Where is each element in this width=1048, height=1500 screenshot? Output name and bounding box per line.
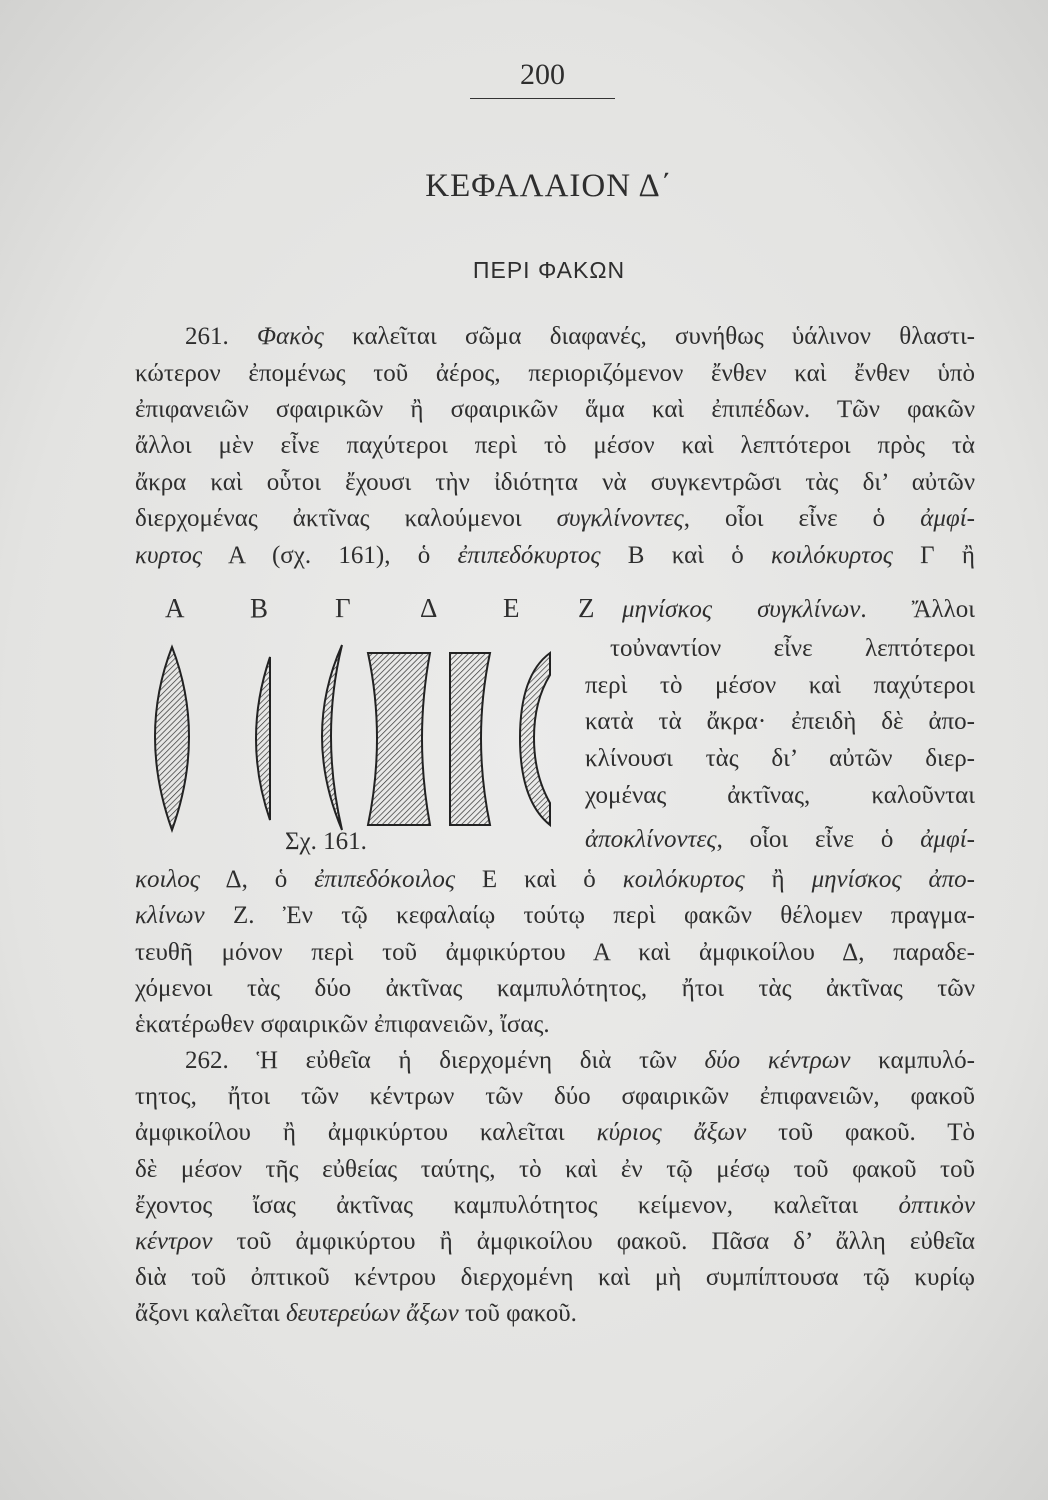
italic-term: κοιλος — [135, 866, 200, 893]
text-line — [135, 1227, 975, 1257]
text-segment: τοῦ ἀμφικύρτου ἢ ἀμφικοίλου φακοῦ. Πᾶσα δ’ ἄλλη εὐθεῖα — [212, 1228, 975, 1255]
text-line — [135, 901, 975, 931]
section-title: ΠΕΡΙ ΦΑΚΩΝ — [472, 257, 626, 283]
figure-caption: Σχ. 161. — [285, 828, 367, 855]
text-segment: καμπυλό- — [850, 1047, 976, 1074]
text-segment: , οἷοι εἶνε ὁ — [683, 505, 921, 532]
text-line — [135, 1191, 975, 1221]
italic-term: δευτερεύων ἄξων — [286, 1300, 459, 1327]
italic-term: ἀμφί- — [920, 505, 975, 532]
text-segment: κατὰ τὰ ἄκρα· ἐπειδὴ δὲ ἀπο- — [585, 708, 975, 735]
concavoconvex-lens-c — [322, 645, 342, 830]
text-line — [135, 974, 975, 1004]
text-segment: ἀμφικοίλου ἢ ἀμφικύρτου καλεῖται — [135, 1119, 597, 1146]
text-line — [585, 671, 975, 701]
text-line — [135, 504, 975, 534]
text-segment: χόμενοι τὰς δύο ἀκτῖνας καμπυλότητος, ἤτοι τὰς ἀκτῖνας τῶν — [135, 975, 975, 1002]
italic-term: κλίνων — [135, 902, 205, 929]
text-line — [135, 468, 975, 498]
text-segment: τοῦ φακοῦ. — [458, 1300, 577, 1327]
italic-term: κοιλόκυρτος — [622, 866, 745, 893]
figure-label-a: Α — [165, 593, 185, 623]
text-segment: χομένας ἀκτῖνας, καλοῦνται — [585, 782, 975, 809]
text-line — [610, 634, 975, 664]
text-line — [135, 938, 975, 968]
text-line — [135, 1155, 975, 1185]
text-segment: ἐπιφανειῶν σφαιρικῶν ἢ σφαιρικῶν ἅμα καὶ ἐπιπέδων. Τῶν φακῶν — [135, 396, 975, 423]
figure-label-b: Β — [250, 593, 269, 623]
text-segment: 262. Ἡ εὐθεῖα ἡ διερχομένη διὰ τῶν — [185, 1047, 705, 1074]
text-segment: ἄξονι καλεῖται — [135, 1300, 287, 1327]
meniscus-diverging-lens-f — [520, 653, 550, 825]
text-segment: περὶ τὸ μέσον καὶ παχύτεροι — [585, 672, 975, 699]
italic-term: συγκλίνοντες — [556, 505, 684, 532]
italic-term: ἀποκλίνοντες — [585, 826, 717, 853]
text-segment: ἄκρα καὶ οὗτοι ἔχουσι τὴν ἰδιότητα νὰ συγκεντρῶσι τὰς δι’ αὐτῶν — [135, 469, 975, 496]
italic-term: κέντρον — [135, 1228, 213, 1255]
text-segment: Ζ. Ἐν τῷ κεφαλαίῳ τούτῳ περὶ φακῶν θέλομεν πραγμα- — [204, 902, 975, 929]
text-segment: . Ἄλλοι — [860, 596, 975, 623]
italic-term: μηνίσκος ἀπο- — [811, 866, 975, 893]
italic-term: μηνίσκος συγκλίνων — [622, 596, 861, 623]
text-line — [135, 431, 975, 461]
text-segment: τοὐναντίον εἶνε λεπτότεροι — [610, 635, 975, 662]
italic-term: ὀπτικὸν — [898, 1192, 975, 1219]
figure-label-f: Ζ — [578, 593, 595, 623]
text-line — [135, 541, 975, 571]
italic-term: κύριος ἄξων — [596, 1119, 747, 1146]
text-segment: τητος, ἤτοι τῶν κέντρων τῶν δύο σφαιρικῶν ἐπιφανειῶν, φακοῦ — [135, 1083, 975, 1110]
text-segment: δὲ μέσον τῆς εὐθείας ταύτης, τὸ καὶ ἐν τῷ μέσῳ τοῦ φακοῦ τοῦ — [135, 1156, 975, 1183]
italic-term: κοιλόκυρτος — [771, 542, 893, 569]
text-line — [135, 395, 975, 425]
italic-term: ἀμφί- — [920, 826, 975, 853]
text-segment: ἔχοντος ἴσας ἀκτῖνας καμπυλότητος κείμενον, καλεῖται — [135, 1192, 899, 1219]
text-line — [135, 359, 975, 389]
text-segment: Γ ἢ — [892, 542, 975, 569]
biconcave-lens-d — [368, 653, 430, 825]
text-segment: τοῦ φακοῦ. Τὸ — [746, 1119, 976, 1146]
figure-label-c: Γ — [335, 593, 351, 623]
text-segment: Α (σχ. 161), ὁ — [202, 542, 458, 569]
page-number: 200 — [470, 58, 615, 99]
text-segment: Β καὶ ὁ — [600, 542, 772, 569]
figure-label-e: Ε — [503, 593, 520, 623]
planoconcave-lens-e — [450, 653, 490, 825]
figure-label-d: Δ — [420, 593, 438, 623]
chapter-title: ΚΕΦΑΛΑΙΟΝ Δ΄ — [425, 168, 673, 204]
text-segment: κλίνουσι τὰς δι’ αὐτῶν διερ- — [585, 745, 975, 772]
text-line — [185, 1046, 975, 1076]
text-line — [185, 322, 975, 352]
text-line — [135, 1299, 975, 1329]
text-segment: Δ, ὁ — [199, 866, 315, 893]
text-line — [622, 595, 975, 625]
italic-term: Φακὸς — [257, 323, 324, 350]
text-segment: ἑκατέρωθεν σφαιρικῶν ἐπιφανειῶν, ἴσας. — [135, 1011, 550, 1038]
text-line — [585, 781, 975, 811]
text-segment: 261. — [185, 323, 258, 350]
text-line — [135, 1010, 975, 1040]
text-segment: καλεῖται σῶμα διαφανές, συνήθως ὑάλινον θλαστι- — [323, 323, 976, 350]
text-line — [585, 707, 975, 737]
text-segment: διὰ τοῦ ὀπτικοῦ κέντρου διερχομένη καὶ μὴ συμπίπτουσα τῷ κυρίῳ — [135, 1264, 975, 1291]
text-segment: κώτερον ἐπομένως τοῦ ἀέρος, περιοριζόμενον ἔνθεν καὶ ἔνθεν ὑπὸ — [135, 360, 975, 387]
text-line — [135, 865, 975, 895]
text-line — [135, 1263, 975, 1293]
biconvex-lens-a — [155, 647, 189, 830]
italic-term: ἐπιπεδόκυρτος — [457, 542, 601, 569]
text-line — [585, 744, 975, 774]
planoconvex-lens-b — [256, 657, 270, 820]
text-segment: τευθῆ μόνον περὶ τοῦ ἀμφικύρτου Α καὶ ἀμφικοίλου Δ, παραδε- — [135, 939, 975, 966]
italic-term: δύο κέντρων — [704, 1047, 851, 1074]
italic-term: ἐπιπεδόκοιλος — [314, 866, 455, 893]
text-line — [135, 1118, 975, 1148]
text-segment: , οἷοι εἶνε ὁ — [716, 826, 921, 853]
italic-term: κυρτος — [135, 542, 203, 569]
text-segment: ἢ — [744, 866, 812, 893]
text-segment: διερχομένας ἀκτῖνας καλούμενοι — [135, 505, 557, 532]
text-line — [135, 1082, 975, 1112]
text-line — [585, 825, 975, 855]
text-segment: ἄλλοι μὲν εἶνε παχύτεροι περὶ τὸ μέσον καὶ λεπτότεροι πρὸς τὰ — [135, 432, 975, 459]
text-segment: Ε καὶ ὁ — [454, 866, 623, 893]
lens-diagram — [130, 635, 590, 835]
